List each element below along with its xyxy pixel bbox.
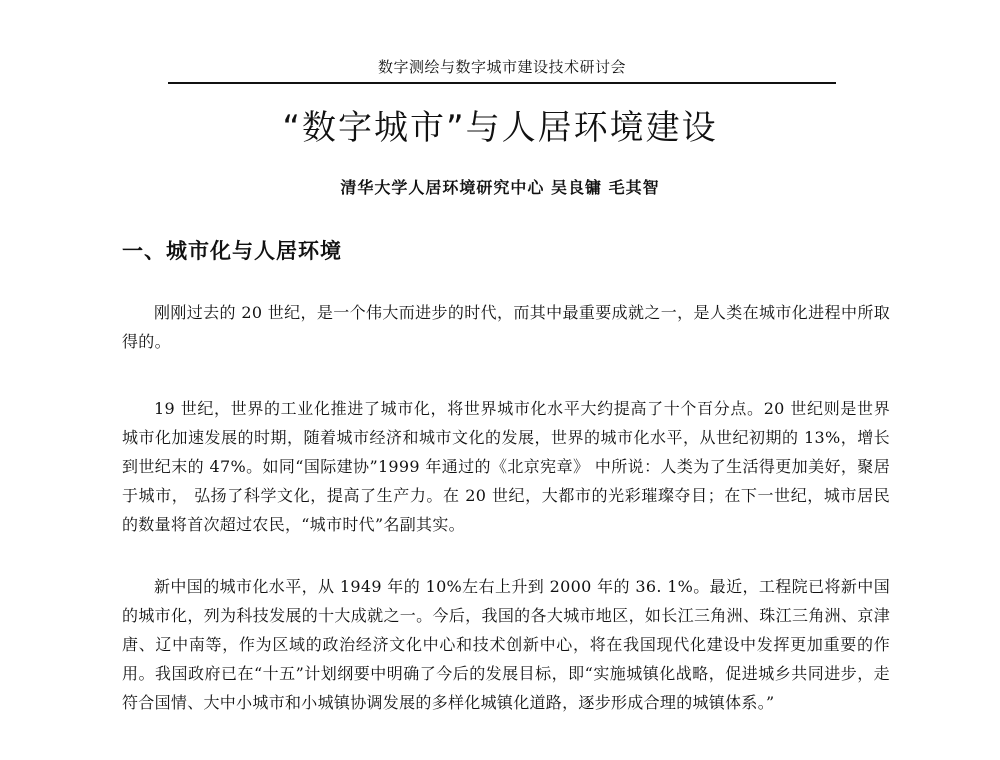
paragraph-3: 新中国的城市化水平，从 1949 年的 10%左右上升到 2000 年的 36. 1%。最近，工程院已将新中国的城市化，列为科技发展的十大成就之一。今后，我国的各大城市地区，如长江三角洲、珠江三角洲、京津唐、辽中南等，作为区域的政治经济文化中心和技术创新中心，将在我国现代化建设中发挥更加重要的作用。我国政府已在“十五”计划纲要中明确了今后的发展目标，即“实施城镇化战略，促进城乡共同进步，走符合国情、大中小城市和小城镇协调发展的多样化城镇化道路，逐步形成合理的城镇体系。”: [122, 577, 890, 712]
section-heading: 一、城市化与人居环境: [122, 239, 342, 263]
author-line: 清华大学人居环境研究中心 吴良镛 毛其智: [340, 178, 660, 197]
page-title: “数字城市”与人居环境建设: [282, 108, 718, 148]
running-header: 数字测绘与数字城市建设技术研讨会: [168, 54, 836, 84]
paragraph-2: 19 世纪，世界的工业化推进了城市化，将世界城市化水平大约提高了十个百分点。20 世纪则是世界城市化加速发展的时期，随着城市经济和城市文化的发展，世界的城市化水平，从世纪初期的 13%，增长到世纪末的 47%。如同“国际建协”1999 年通过的《北京宪章》 中所说：人类为了生活得更加美好，聚居于城市， 弘扬了科学文化，提高了生产力。在 20 世纪，大都市的光彩璀璨夺目；在下一世纪，城市居民的数量将首次超过农民，“城市时代”名副其实。: [122, 399, 890, 534]
paragraph-1: 刚刚过去的 20 世纪，是一个伟大而进步的时代，而其中最重要成就之一，是人类在城市化进程中所取得的。: [122, 303, 890, 351]
